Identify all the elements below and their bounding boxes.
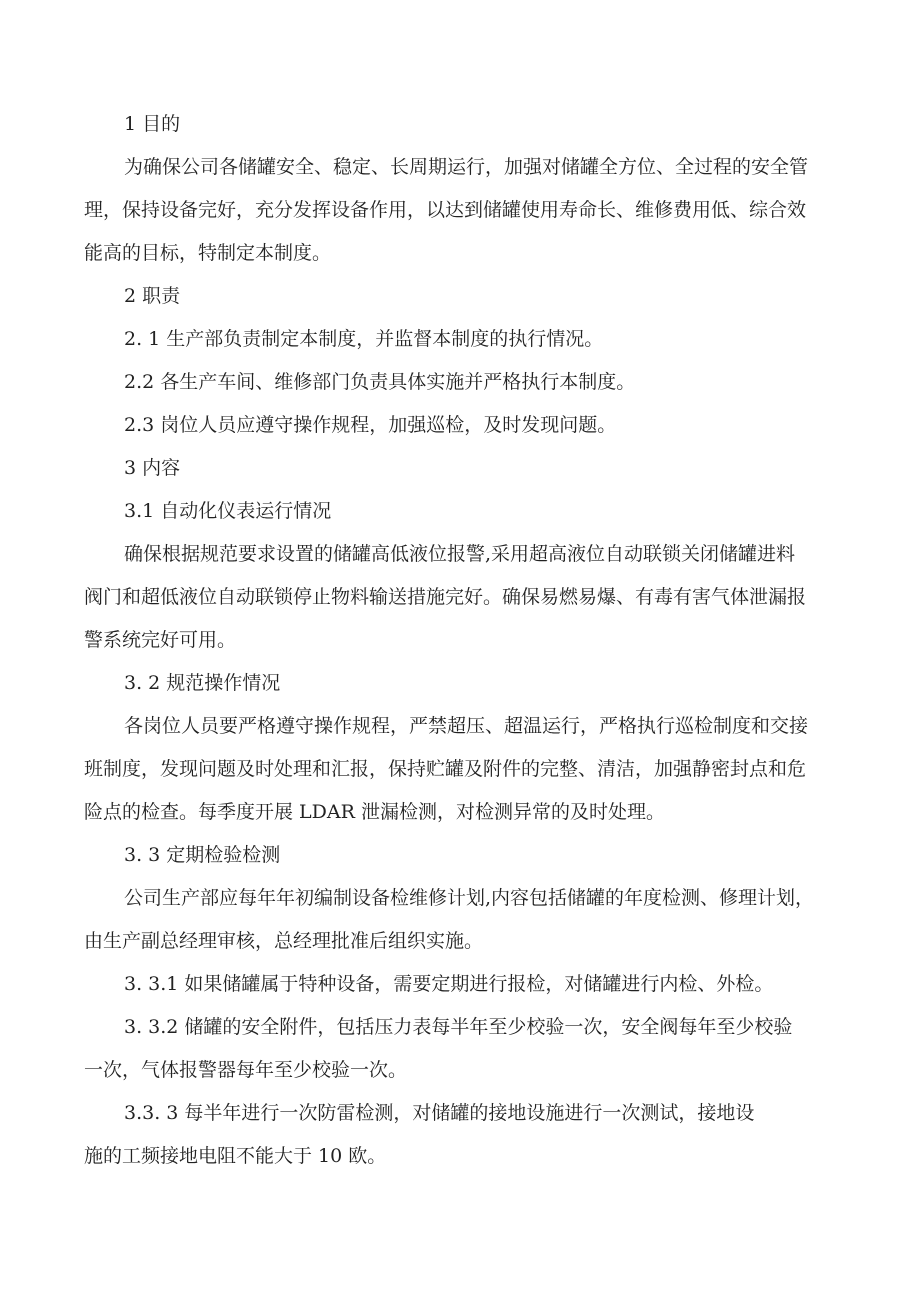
text-3-2-line-1: 各岗位人员要严格遵守操作规程，严禁超压、超温运行，严格执行巡检制度和交接 (124, 715, 809, 737)
duty-2-3: 2.3 岗位人员应遵守操作规程，加强巡检，及时发现问题。 (124, 414, 617, 436)
text-3-1-line-2: 阀门和超低液位自动联锁停止物料输送措施完好。确保易燃易爆、有毒有害气体泄漏报 (84, 586, 807, 608)
purpose-line-3: 能高的目标，特制定本制度。 (84, 242, 332, 264)
text-3-2-line-2: 班制度，发现问题及时处理和汇报，保持贮罐及附件的完整、清洁，加强静密封点和危 (84, 758, 807, 780)
item-3-3-3-line-2: 施的工频接地电阻不能大于 10 欧。 (84, 1145, 387, 1167)
heading-3-1: 3.1 自动化仪表运行情况 (124, 500, 332, 522)
heading-3-2: 3. 2 规范操作情况 (124, 672, 281, 694)
heading-purpose: 1 目的 (124, 113, 181, 135)
text-3-3-line-1: 公司生产部应每年年初编制设备检维修计划,内容包括储罐的年度检测、修理计划， (124, 887, 815, 909)
text-3-1-line-1: 确保根据规范要求设置的储罐高低液位报警,采用超高液位自动联锁关闭储罐进料 (124, 543, 796, 565)
purpose-line-2: 理，保持设备完好，充分发挥设备作用，以达到储罐使用寿命长、维修费用低、综合效 (84, 199, 807, 221)
purpose-line-1: 为确保公司各储罐安全、稳定、长周期运行，加强对储罐全方位、全过程的安全管 (124, 156, 809, 178)
heading-3-3: 3. 3 定期检验检测 (124, 844, 281, 866)
heading-content: 3 内容 (124, 457, 181, 479)
duty-2-2: 2.2 各生产车间、维修部门负责具体实施并严格执行本制度。 (124, 371, 636, 393)
text-3-3-line-2: 由生产副总经理审核，总经理批准后组织实施。 (84, 930, 484, 952)
heading-duties: 2 职责 (124, 285, 181, 307)
text-3-1-line-3: 警系统完好可用。 (84, 629, 237, 651)
item-3-3-2-line-1: 3. 3.2 储罐的安全附件，包括压力表每半年至少校验一次，安全阀每年至少校验 (124, 1016, 793, 1038)
item-3-3-1: 3. 3.1 如果储罐属于特种设备，需要定期进行报检，对储罐进行内检、外检。 (124, 973, 774, 995)
text-3-2-line-3: 险点的检查。每季度开展 LDAR 泄漏检测，对检测异常的及时处理。 (84, 801, 665, 823)
item-3-3-3-line-1: 3.3. 3 每半年进行一次防雷检测，对储罐的接地设施进行一次测试，接地设 (124, 1102, 755, 1124)
duty-2-1: 2. 1 生产部负责制定本制度，并监督本制度的执行情况。 (124, 328, 604, 350)
item-3-3-2-line-2: 一次，气体报警器每年至少校验一次。 (84, 1059, 408, 1081)
